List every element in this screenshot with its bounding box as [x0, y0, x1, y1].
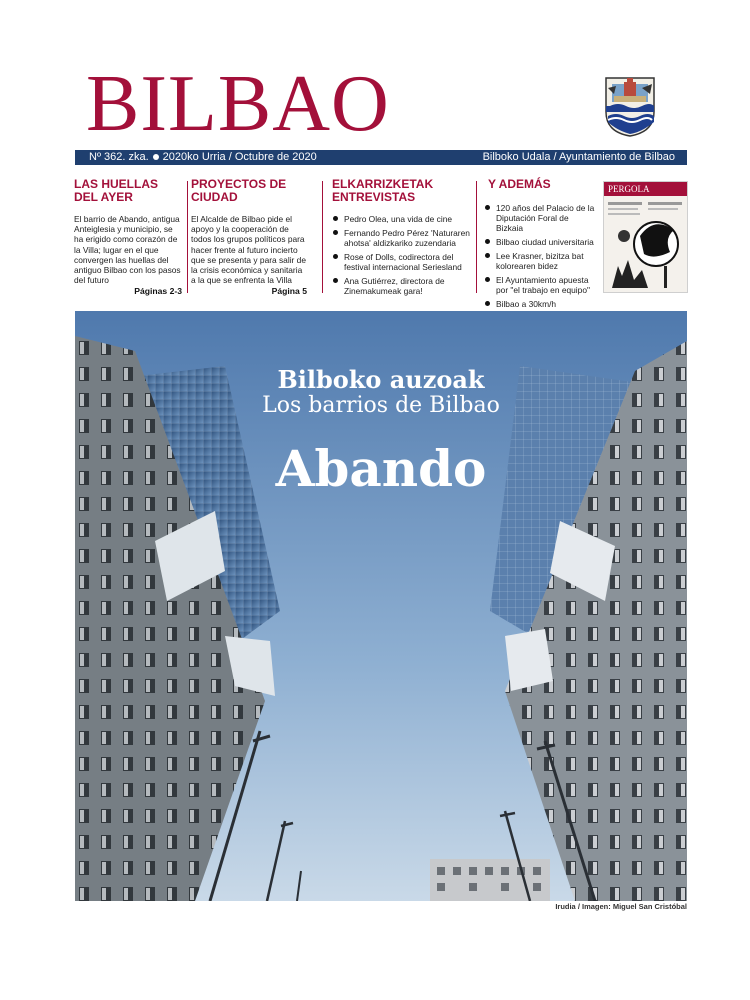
cover-kicker-basque: Bilboko auzoak — [277, 365, 485, 394]
bullet-dot-icon — [153, 154, 159, 160]
list-item[interactable]: Pedro Olea, una vida de cine — [332, 214, 470, 224]
section-proyectos[interactable] — [191, 178, 307, 296]
interview-list — [332, 214, 470, 296]
list-item[interactable]: Ana Gutiérrez, directora de Zinemakumeak gara! — [332, 276, 470, 296]
list-item[interactable]: Rose of Dolls, codirectora del festival internacional Seriesland — [332, 252, 470, 272]
issue-number: Nº 362. zka. — [89, 151, 149, 163]
page-reference[interactable]: Página 5 — [271, 286, 307, 296]
list-item[interactable]: El Ayuntamiento apuesta por "el trabajo en equipo" — [484, 275, 596, 295]
section-heading: PROYECTOS DE CIUDAD — [191, 177, 287, 204]
bilbao-coat-of-arms-icon — [602, 76, 658, 138]
issue-info-bar — [75, 150, 687, 165]
cover-kicker-spanish: Los barrios de Bilbao — [262, 393, 500, 418]
cover-photo — [75, 311, 687, 901]
list-item[interactable]: Bilbao a 30km/h — [484, 299, 596, 309]
photo-credit: Irudia / Imagen: Miguel San Cristóbal — [555, 902, 687, 911]
pergola-supplement-thumbnail[interactable] — [603, 181, 688, 293]
more-list — [484, 203, 596, 323]
section-heading: ELKARRIZKETAK ENTREVISTAS — [332, 177, 434, 204]
issue-date: 2020ko Urria / Octubre de 2020 — [162, 151, 317, 163]
list-item[interactable]: Fernando Pedro Pérez 'Naturaren ahotsa' aldizkariko zuzendaria — [332, 228, 470, 248]
section-body: El barrio de Abando, antigua Anteiglesia y municipio, se ha erigido como corazón de la Villa; lugar en el que convergen las huellas del antiguo Bilbao con los pasos del futuro — [74, 214, 181, 286]
masthead-title: BILBAO — [86, 60, 390, 148]
column-divider — [322, 181, 323, 293]
column-divider — [187, 181, 188, 293]
cover-headline: Abando — [275, 439, 487, 498]
section-entrevistas[interactable] — [332, 178, 470, 296]
column-divider — [476, 181, 477, 293]
section-heading: Y ADEMÁS — [488, 177, 551, 191]
publisher: Bilboko Udala / Ayuntamiento de Bilbao — [482, 151, 675, 163]
page-reference[interactable]: Páginas 2-3 — [134, 286, 182, 296]
list-item[interactable]: 120 años del Palacio de la Diputación Foral de Bizkaia — [484, 203, 596, 233]
issue-line — [89, 150, 317, 165]
section-body: El Alcalde de Bilbao pide el apoyo y la cooperación de todos los grupos políticos para hacer frente al futuro incierto que se presenta y para salir de la crisis económica y sanitaria a la que se enfrenta la Villa — [191, 214, 306, 286]
list-item[interactable]: Lee Krasner, bizitza bat kolorearen bidez — [484, 251, 596, 271]
section-huellas[interactable] — [74, 178, 182, 296]
section-heading: LAS HUELLAS DEL AYER — [74, 177, 158, 204]
pergola-logo: PERGOLA — [604, 182, 687, 196]
section-ademas[interactable] — [484, 177, 596, 309]
pergola-illustration-icon — [604, 196, 688, 293]
list-item[interactable]: Bilbao ciudad universitaria — [484, 237, 596, 247]
